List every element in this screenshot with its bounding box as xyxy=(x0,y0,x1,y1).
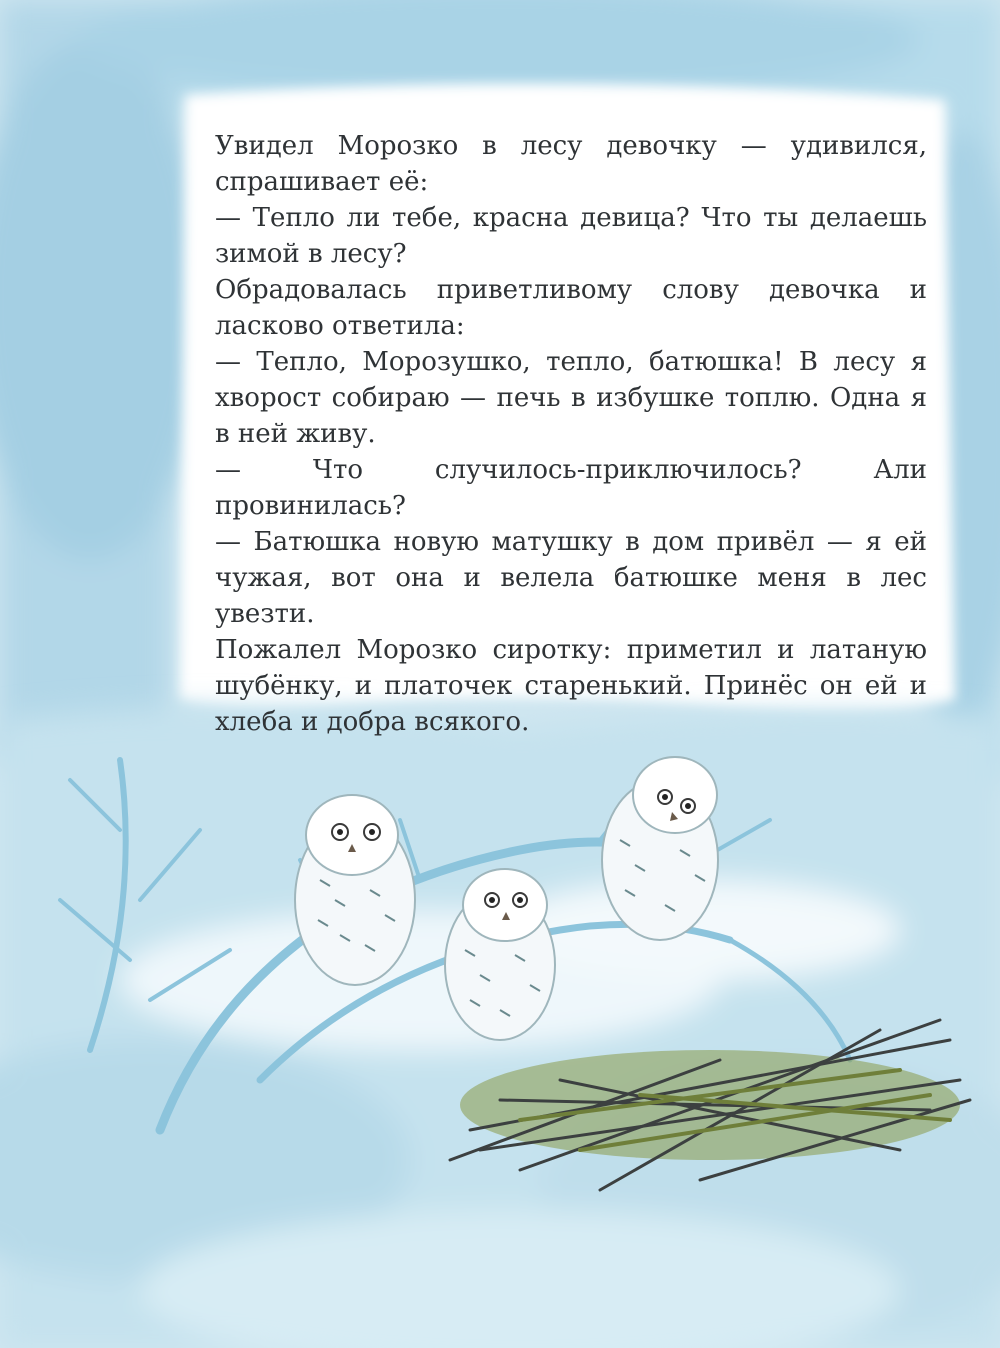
story-text xyxy=(215,128,927,740)
paragraph-2: — Тепло ли тебе, красна девица? Что ты делаешь зимой в лесу? xyxy=(215,203,927,269)
owl-left xyxy=(295,795,415,985)
paragraph-6: — Батюшка новую матушку в дом привёл — я ей чужая, вот она и велела батюшке меня в лес увезти. xyxy=(215,527,927,629)
paragraph-4: — Тепло, Морозушко, тепло, батюшка! В лесу я хворост собираю — печь в избушке топлю. Одна я в ней живу. xyxy=(215,347,927,449)
paragraph-5: — Что случилось-приключилось? Али провинилась? xyxy=(215,455,927,521)
paragraph-3: Обрадовалась приветливому слову девочка и ласково ответила: xyxy=(215,275,927,341)
paragraph-7: Пожалел Морозко сиротку: приметил и латаную шубёнку, и платочек старенький. Принёс он ей и хлеба и добра всякого. xyxy=(215,635,927,737)
paragraph-1: Увидел Морозко в лесу девочку — удивился, спрашивает её: xyxy=(215,131,927,197)
